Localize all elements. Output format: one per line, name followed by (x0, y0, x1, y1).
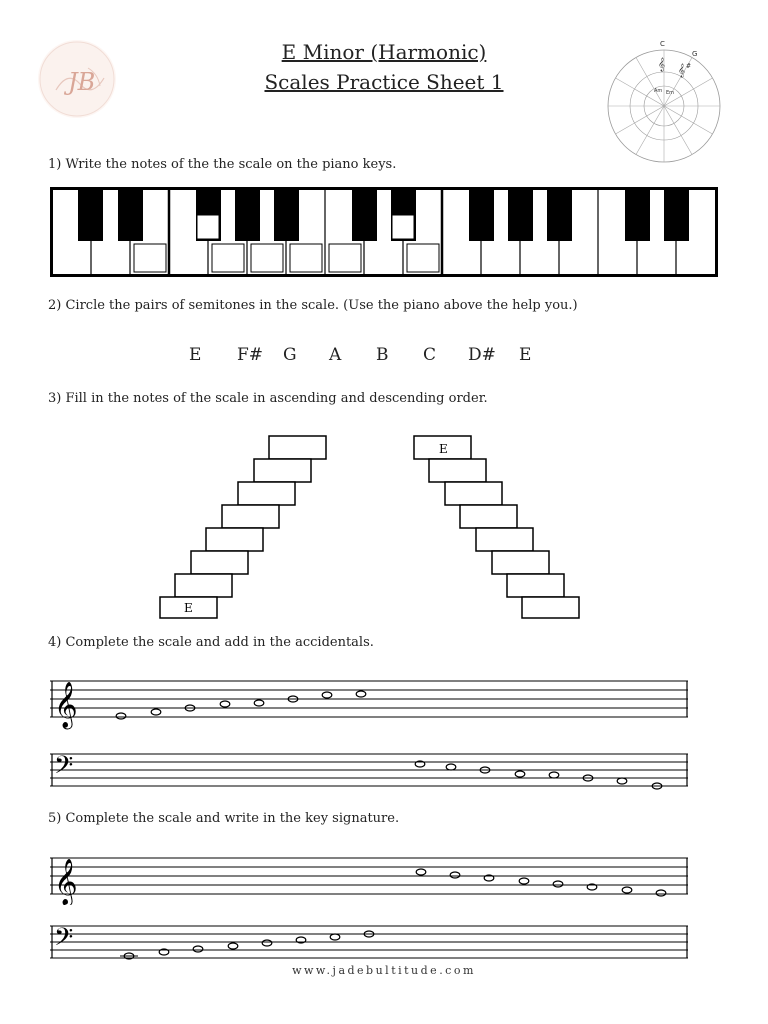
svg-text:#: # (686, 63, 692, 70)
svg-text:C: C (660, 40, 665, 48)
question-5: 5) Complete the scale and write in the key signature. (48, 811, 400, 826)
question-4: 4) Complete the scale and add in the accidentals. (48, 635, 374, 650)
svg-text:𝄞: 𝄞 (54, 682, 78, 728)
svg-text:𝄞: 𝄞 (658, 57, 666, 71)
scale-note-8[interactable]: E (519, 345, 532, 365)
svg-text:JB: JB (68, 68, 96, 96)
circle-of-fifths (604, 40, 724, 164)
descending-staircase (412, 434, 584, 620)
treble-staff-q5 (50, 847, 692, 905)
svg-text:Am: Am (654, 88, 663, 94)
svg-text:G: G (692, 50, 698, 58)
svg-text:𝄢: 𝄢 (54, 923, 74, 958)
svg-text:𝄢: 𝄢 (54, 751, 74, 786)
bass-staff-q4 (50, 750, 692, 800)
scale-note-5[interactable]: B (376, 345, 389, 365)
question-2: 2) Circle the pairs of semitones in the scale. (Use the piano above the help you.) (48, 298, 578, 313)
title-line-2: Scales Practice Sheet 1 (264, 70, 504, 94)
descending-first-note: E (439, 442, 448, 456)
scale-note-3[interactable]: G (283, 345, 297, 365)
treble-staff-q4 (50, 670, 692, 730)
scale-note-6[interactable]: C (423, 345, 437, 365)
footer-url[interactable]: www.jadebultitude.com (292, 964, 476, 977)
svg-text:𝄞: 𝄞 (678, 63, 686, 77)
ascending-first-note: E (184, 601, 193, 615)
bass-staff-q5 (50, 922, 692, 966)
svg-text:Em: Em (666, 90, 675, 96)
scale-note-4[interactable]: A (329, 345, 342, 365)
question-1: 1) Write the notes of the the scale on the piano keys. (48, 157, 397, 172)
scale-note-7[interactable]: D# (468, 345, 496, 365)
scale-note-1[interactable]: E (189, 345, 202, 365)
scale-note-2[interactable]: F# (237, 345, 264, 365)
title-line-1: E Minor (Harmonic) (281, 40, 487, 64)
question-3: 3) Fill in the notes of the scale in ascending and descending order. (48, 391, 488, 406)
ascending-staircase (158, 434, 333, 620)
svg-text:𝄞: 𝄞 (54, 859, 78, 905)
piano-keyboard (50, 187, 720, 279)
